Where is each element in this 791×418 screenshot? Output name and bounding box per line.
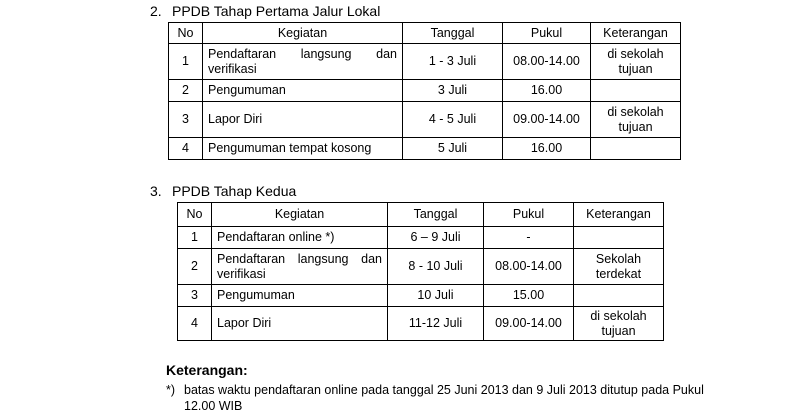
col-header-pukul: Pukul [484,203,574,227]
cell-pukul: 15.00 [484,285,574,307]
section1-number: 2. [150,3,162,19]
cell-keterangan [591,80,681,102]
section2-title: PPDB Tahap Kedua [172,183,297,199]
cell-pukul: 08.00-14.00 [484,249,574,285]
table-row [178,307,664,341]
cell-tanggal: 3 Juli [403,80,503,102]
table-row [178,285,664,307]
cell-pukul: 16.00 [503,80,591,102]
table-row [178,227,664,249]
col-header-no: No [178,203,212,227]
section1-title: PPDB Tahap Pertama Jalur Lokal [172,3,381,19]
cell-kegiatan: Lapor Diri [203,102,403,138]
cell-kegiatan: Pendaftaran langsung dan verifikasi [212,249,388,285]
cell-no: 3 [169,102,203,138]
cell-tanggal: 1 - 3 Juli [403,44,503,80]
cell-pukul: 08.00-14.00 [503,44,591,80]
col-header-kegiatan: Kegiatan [212,203,388,227]
col-header-pukul: Pukul [503,23,591,44]
cell-kegiatan: Lapor Diri [212,307,388,341]
cell-kegiatan: Pengumuman tempat kosong [203,138,403,160]
cell-no: 1 [178,227,212,249]
keterangan-note [166,382,726,414]
cell-pukul: - [484,227,574,249]
cell-no: 4 [178,307,212,341]
cell-pukul: 09.00-14.00 [503,102,591,138]
table-row [178,249,664,285]
cell-kegiatan: Pengumuman [203,80,403,102]
cell-tanggal: 6 – 9 Juli [388,227,484,249]
section2-heading [150,183,296,199]
col-header-keterangan: Keterangan [574,203,664,227]
col-header-tanggal: Tanggal [403,23,503,44]
col-header-keterangan: Keterangan [591,23,681,44]
keterangan-title: Keterangan: [166,362,248,378]
cell-kegiatan: Pendaftaran langsung dan verifikasi [203,44,403,80]
footnote-marker: *) [166,383,176,397]
section2-header-row [178,203,664,227]
col-header-kegiatan: Kegiatan [203,23,403,44]
cell-keterangan: di sekolah tujuan [591,44,681,80]
cell-tanggal: 5 Juli [403,138,503,160]
cell-keterangan: di sekolah tujuan [574,307,664,341]
cell-tanggal: 8 - 10 Juli [388,249,484,285]
cell-pukul: 09.00-14.00 [484,307,574,341]
table-row [169,44,681,80]
cell-no: 2 [169,80,203,102]
cell-kegiatan: Pengumuman [212,285,388,307]
table-row [169,102,681,138]
cell-no: 3 [178,285,212,307]
section1-table [168,22,681,160]
section2-table [177,202,664,341]
section1-heading [150,3,380,19]
cell-pukul: 16.00 [503,138,591,160]
cell-keterangan: di sekolah tujuan [591,102,681,138]
cell-keterangan [574,227,664,249]
col-header-tanggal: Tanggal [388,203,484,227]
section2-number: 3. [150,183,162,199]
cell-keterangan [574,285,664,307]
cell-tanggal: 10 Juli [388,285,484,307]
footnote-text: batas waktu pendaftaran online pada tanggal 25 Juni 2013 dan 9 Juli 2013 ditutup pada Pukul 12.00 WIB [184,383,704,413]
cell-no: 4 [169,138,203,160]
section1-header-row [169,23,681,44]
table-row [169,138,681,160]
table-row [169,80,681,102]
cell-no: 1 [169,44,203,80]
cell-no: 2 [178,249,212,285]
col-header-no: No [169,23,203,44]
cell-keterangan: Sekolah terdekat [574,249,664,285]
cell-tanggal: 4 - 5 Juli [403,102,503,138]
cell-keterangan [591,138,681,160]
cell-kegiatan: Pendaftaran online *) [212,227,388,249]
cell-tanggal: 11-12 Juli [388,307,484,341]
